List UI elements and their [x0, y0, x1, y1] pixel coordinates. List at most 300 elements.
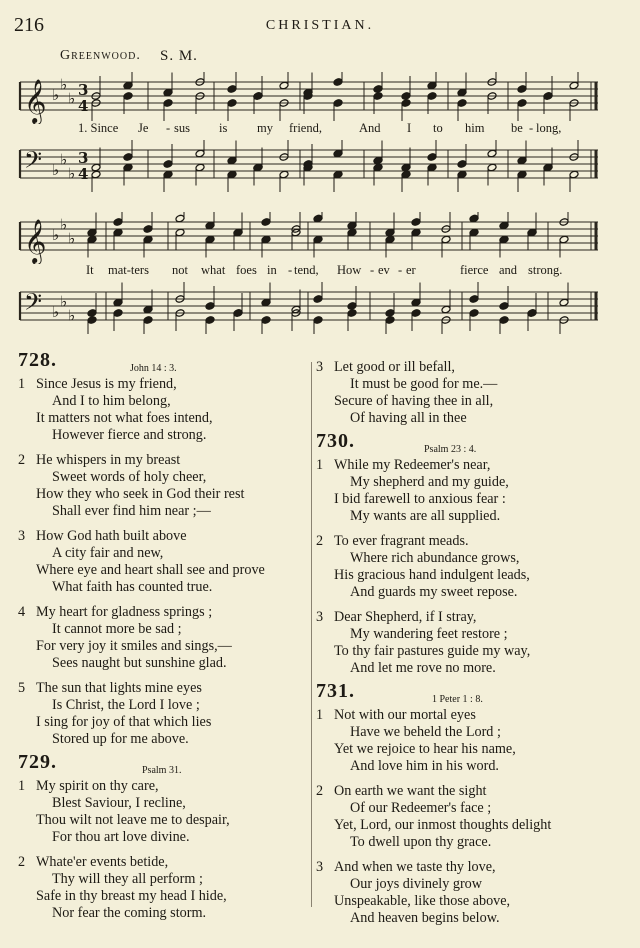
verse-line-text: I sing for joy of that which lies	[36, 714, 212, 730]
note-head	[205, 302, 215, 311]
verse-line-text: To dwell upon thy grace.	[350, 834, 492, 850]
lyric-syllable: sus	[174, 121, 190, 135]
lyric-syllable: ev	[378, 263, 390, 277]
verse-line	[316, 376, 626, 393]
lyric-syllable: strong.	[528, 263, 563, 277]
verse-line	[18, 486, 308, 503]
verse-line	[316, 626, 626, 643]
verse	[316, 533, 626, 601]
verse-line-text: And when we taste thy love,	[334, 859, 496, 875]
verse	[18, 778, 308, 846]
scripture-reference: John 14 : 3.	[130, 363, 177, 374]
verse-line-text: Is Christ, the Lord I love ;	[52, 697, 200, 713]
flat-icon: ♭	[52, 161, 60, 179]
lyric-syllable: in	[267, 263, 277, 277]
note-head	[385, 228, 395, 237]
flat-icon: ♭	[60, 150, 68, 169]
verse-line	[316, 817, 626, 834]
note-head	[373, 85, 383, 94]
verse-line-text: It cannot more be sad ;	[52, 621, 182, 637]
note-head	[91, 163, 101, 172]
hymn-verses	[316, 457, 626, 677]
lyric-syllable: I	[407, 121, 412, 135]
note-head	[261, 218, 271, 227]
verse	[316, 359, 626, 427]
verse-line-text: Have we beheld the Lord ;	[350, 724, 501, 740]
verse-line-text: The sun that lights mine eyes	[36, 680, 202, 696]
note-head	[517, 156, 527, 165]
verse-line	[316, 359, 626, 376]
hymn-verses	[18, 778, 308, 922]
bass-clef-icon: 𝄢	[24, 146, 43, 179]
lyric-syllable: him	[465, 121, 485, 135]
lyric-syllable: -	[166, 121, 171, 135]
verse-line-text: Let good or ill befall,	[334, 359, 455, 375]
verse-line	[18, 778, 308, 795]
lyric-syllable: It	[86, 263, 94, 277]
flat-icon: ♭	[60, 292, 68, 311]
note-head	[441, 305, 451, 314]
flat-icon: ♭	[68, 306, 76, 325]
note-head	[373, 156, 383, 165]
note-head	[385, 309, 395, 318]
verse-line-text: Yet, Lord, our inmost thoughts delight	[334, 817, 552, 833]
verse-line	[18, 579, 308, 596]
verse	[18, 680, 308, 748]
note-head	[347, 302, 357, 311]
verse-number: 2	[18, 452, 26, 468]
left-column	[18, 348, 308, 930]
note-head	[373, 92, 383, 101]
verse-line	[316, 457, 626, 474]
verse-line-text: To thy fair pastures guide my way,	[334, 643, 531, 659]
verse-line-text: While my Redeemer's near,	[334, 457, 491, 473]
verse-line-text: Since Jesus is my friend,	[36, 376, 177, 392]
verse-line	[316, 859, 626, 876]
note-head	[227, 99, 237, 108]
hymn-731	[316, 680, 626, 927]
verse-line	[316, 660, 626, 677]
treble-staff-system-1	[18, 72, 602, 124]
verse-line-text: And love him in his word.	[350, 758, 499, 774]
lyric-syllable: mat-ters	[108, 263, 149, 277]
note-head	[163, 160, 173, 169]
tune-meter: S. M.	[160, 48, 198, 64]
verse-line-text: Sees naught but sunshine glad.	[52, 655, 227, 671]
verse-line-text: Where eye and heart shall see and prove	[36, 562, 265, 578]
note-head	[123, 92, 133, 101]
lyric-syllable: what	[201, 263, 226, 277]
note-head	[227, 85, 237, 94]
verse-line-text: Where rich abundance grows,	[350, 550, 520, 566]
verse-line	[18, 545, 308, 562]
note-head	[543, 92, 553, 101]
verse-line	[18, 829, 308, 846]
verse-line	[18, 854, 308, 871]
note-head	[411, 218, 421, 227]
verse-line-text: Not with our mortal eyes	[334, 707, 476, 723]
verse-line	[316, 508, 626, 525]
verse-line	[18, 469, 308, 486]
note-head	[569, 81, 579, 90]
lyric-syllable: -	[288, 263, 293, 277]
verse-number: 4	[18, 604, 26, 620]
verse-line	[18, 528, 308, 545]
verse-line-text: My wandering feet restore ;	[350, 626, 508, 642]
lyric-syllable: friend,	[289, 121, 322, 135]
treble-clef-icon: 𝄞	[24, 79, 47, 123]
verse-number: 3	[316, 609, 324, 625]
verse-line-text: My shepherd and my guide,	[350, 474, 509, 490]
note-head	[113, 309, 123, 318]
verse-line	[316, 893, 626, 910]
note-head	[411, 298, 421, 307]
hymn-729	[18, 751, 308, 922]
verse-number: 2	[316, 533, 324, 549]
note-head	[333, 78, 343, 87]
note-head	[279, 170, 289, 179]
verse-line-text: On earth we want the sight	[334, 783, 487, 799]
hymn-730	[316, 430, 626, 677]
note-head	[499, 316, 509, 325]
verse	[316, 609, 626, 677]
verse-line	[316, 410, 626, 427]
note-head	[123, 81, 133, 90]
note-head	[227, 170, 237, 179]
note-head	[441, 235, 451, 244]
note-head	[143, 235, 153, 244]
note-head	[233, 228, 243, 237]
note-head	[457, 160, 467, 169]
verse-line	[18, 427, 308, 444]
verse-number: 1	[18, 778, 26, 794]
flat-icon: ♭	[52, 226, 60, 244]
note-head	[517, 85, 527, 94]
scripture-reference: Psalm 31.	[142, 765, 182, 776]
verse-line-text: How God hath built above	[36, 528, 187, 544]
verse-line	[316, 609, 626, 626]
lyric-syllable: long,	[536, 121, 562, 135]
note-head	[261, 235, 271, 244]
lyrics-line-1	[0, 121, 640, 137]
verse-line	[316, 876, 626, 893]
verse-line	[18, 888, 308, 905]
note-head	[205, 235, 215, 244]
verse-line-text: Our joys divinely grow	[350, 876, 483, 892]
note-head	[517, 170, 527, 179]
lyric-syllable: -	[529, 121, 534, 135]
note-head	[87, 235, 97, 244]
verse-number: 2	[316, 783, 324, 799]
verse-line-text: What faith has counted true.	[52, 579, 213, 595]
note-head	[123, 163, 133, 172]
note-head	[113, 298, 123, 307]
lyric-syllable: Je	[138, 121, 149, 135]
verse-line	[18, 905, 308, 922]
verse-line	[18, 621, 308, 638]
verse-line	[316, 724, 626, 741]
note-head	[411, 309, 421, 318]
note-head	[427, 153, 437, 162]
hymn-728	[18, 349, 308, 748]
scripture-reference: 1 Peter 1 : 8.	[432, 694, 483, 705]
verse-line	[18, 680, 308, 697]
verse-line-text: Yet we rejoice to hear his name,	[334, 741, 516, 757]
verse-line	[316, 707, 626, 724]
verse-line	[316, 491, 626, 508]
note-head	[143, 316, 153, 325]
verse-line-text: And let me rove no more.	[350, 660, 496, 676]
note-head	[313, 295, 323, 304]
verse-line	[18, 503, 308, 520]
note-head	[123, 153, 133, 162]
verse-line	[18, 871, 308, 888]
note-head	[175, 214, 185, 223]
note-head	[333, 149, 343, 158]
verse-line-text: Of our Redeemer's face ;	[350, 800, 492, 816]
verse-line-text: It must be good for me.—	[350, 376, 498, 392]
note-head	[401, 170, 411, 179]
note-head	[469, 309, 479, 318]
note-head	[385, 235, 395, 244]
lyric-syllable: -	[398, 263, 403, 277]
lyric-syllable: not	[172, 263, 188, 277]
right-column	[316, 359, 626, 935]
note-head	[313, 214, 323, 223]
bass-staff-system-2	[18, 282, 602, 334]
note-head	[195, 149, 205, 158]
verse	[316, 457, 626, 525]
time-signature-bottom: 4	[78, 97, 89, 115]
hymn-number: 729.	[18, 751, 57, 773]
lyric-syllable: to	[433, 121, 443, 135]
note-head	[527, 228, 537, 237]
note-head	[411, 228, 421, 237]
verse-line	[18, 731, 308, 748]
verse	[18, 854, 308, 922]
note-head	[559, 298, 569, 307]
note-head	[469, 228, 479, 237]
note-head	[469, 214, 479, 223]
note-head	[457, 88, 467, 97]
column-divider	[311, 362, 312, 907]
verse-line	[18, 812, 308, 829]
flat-icon: ♭	[52, 86, 60, 104]
bass-clef-icon: 𝄢	[24, 288, 43, 321]
verse-line-text: Shall ever find him near ;—	[52, 503, 211, 519]
verse-line-text: Safe in thy breast my head I hide,	[36, 888, 227, 904]
verse-line	[18, 604, 308, 621]
note-head	[543, 163, 553, 172]
hymn-number: 730.	[316, 430, 355, 452]
verse-line	[316, 533, 626, 550]
note-head	[401, 163, 411, 172]
flat-icon: ♭	[68, 164, 76, 183]
verse-number: 3	[18, 528, 26, 544]
note-head	[313, 235, 323, 244]
flat-icon: ♭	[60, 215, 68, 234]
note-head	[427, 163, 437, 172]
lyric-syllable: is	[219, 121, 228, 135]
note-head	[163, 170, 173, 179]
note-head	[227, 156, 237, 165]
note-head	[347, 228, 357, 237]
note-head	[87, 228, 97, 237]
verse	[18, 376, 308, 444]
tune-name: Greenwood.	[60, 48, 141, 63]
note-head	[469, 295, 479, 304]
lyric-syllable: be	[511, 121, 523, 135]
verse	[18, 528, 308, 596]
verse-line	[316, 800, 626, 817]
verse-line	[316, 393, 626, 410]
lyric-syllable: and	[499, 263, 518, 277]
hymn-verses-continued	[316, 359, 626, 427]
note-head	[233, 309, 243, 318]
hymn-verses	[316, 707, 626, 927]
note-head	[559, 235, 569, 244]
verse-number: 5	[18, 680, 26, 696]
treble-staff-system-2	[18, 212, 602, 264]
verse-line	[316, 741, 626, 758]
lyric-syllable: And	[359, 121, 381, 135]
verse-line	[18, 376, 308, 393]
verse-line-text: For very joy it smiles and sings,—	[36, 638, 232, 654]
verse-line-text: Whate'er events betide,	[36, 854, 169, 870]
lyric-syllable: -	[370, 263, 375, 277]
note-head	[427, 81, 437, 90]
verse-line	[18, 562, 308, 579]
note-head	[347, 309, 357, 318]
verse-line-text: It matters not what foes intend,	[36, 410, 213, 426]
treble-clef-icon: 𝄞	[24, 219, 47, 263]
hymn-number: 728.	[18, 349, 57, 371]
note-head	[487, 163, 497, 172]
page-number: 216	[14, 14, 44, 36]
note-head	[195, 163, 205, 172]
verse-line	[18, 452, 308, 469]
note-head	[333, 99, 343, 108]
note-head	[499, 221, 509, 230]
verse-line	[316, 758, 626, 775]
note-head	[527, 309, 537, 318]
note-head	[401, 99, 411, 108]
note-head	[113, 228, 123, 237]
note-head	[457, 170, 467, 179]
flat-icon: ♭	[68, 229, 76, 248]
verse-line-text: And heaven begins below.	[350, 910, 500, 926]
note-head	[427, 92, 437, 101]
note-head	[91, 170, 101, 179]
lyric-syllable: foes	[236, 263, 257, 277]
verse-line-text: Unspeakable, like those above,	[334, 893, 511, 909]
note-head	[401, 92, 411, 101]
flat-icon: ♭	[52, 303, 60, 321]
running-head: CHRISTIAN.	[265, 18, 375, 33]
note-head	[163, 99, 173, 108]
verse-line	[316, 643, 626, 660]
flat-icon: ♭	[60, 75, 68, 94]
verse-line-text: Thy will they all perform ;	[52, 871, 203, 887]
note-head	[261, 298, 271, 307]
verse-number: 3	[316, 359, 324, 375]
verse-line-text: He whispers in my breast	[36, 452, 181, 468]
verse-line-text: A city fair and new,	[52, 545, 164, 561]
verse-line	[18, 714, 308, 731]
verse-line-text: However fierce and strong.	[52, 427, 207, 443]
note-head	[313, 316, 323, 325]
hymn-verses	[18, 376, 308, 748]
verse	[316, 859, 626, 927]
verse-line-text: Stored up for me above.	[52, 731, 189, 747]
verse-line-text: Nor fear the coming storm.	[52, 905, 207, 921]
note-head	[113, 218, 123, 227]
verse-line-text: Of having all in thee	[350, 410, 467, 426]
note-head	[261, 316, 271, 325]
verse-line-text: His gracious hand indulgent leads,	[334, 567, 530, 583]
verse-line	[316, 783, 626, 800]
note-head	[175, 228, 185, 237]
note-head	[143, 305, 153, 314]
verse-line-text: My heart for gladness springs ;	[36, 604, 213, 620]
verse-line	[18, 410, 308, 427]
verse-number: 3	[316, 859, 324, 875]
note-head	[163, 88, 173, 97]
hymn-number: 731.	[316, 680, 355, 702]
scripture-reference: Psalm 23 : 4.	[424, 444, 477, 455]
verse-line-text: I bid farewell to anxious fear :	[334, 491, 506, 507]
lyrics-line-2	[0, 263, 640, 279]
verse-line	[316, 550, 626, 567]
verse	[316, 783, 626, 851]
lyric-syllable: How	[337, 263, 362, 277]
verse	[18, 452, 308, 520]
verse-line	[18, 638, 308, 655]
lyric-syllable: 1. Since	[78, 121, 119, 135]
note-head	[279, 81, 289, 90]
time-signature-top: 3	[78, 149, 89, 167]
note-head	[333, 170, 343, 179]
lyric-syllable: tend,	[294, 263, 319, 277]
verse-line-text: My spirit on thy care,	[36, 778, 159, 794]
verse-line	[316, 834, 626, 851]
verse-line-text: Sweet words of holy cheer,	[52, 469, 207, 485]
note-head	[87, 309, 97, 318]
note-head	[457, 99, 467, 108]
verse-line	[316, 910, 626, 927]
note-head	[569, 170, 579, 179]
verse-number: 2	[18, 854, 26, 870]
note-head	[205, 316, 215, 325]
verse-line	[18, 697, 308, 714]
verse-line-text: And guards my sweet repose.	[350, 584, 518, 600]
note-head	[143, 225, 153, 234]
verse-line	[316, 567, 626, 584]
bass-staff-system-1	[18, 140, 602, 192]
verse-line-text: My wants are all supplied.	[350, 508, 501, 524]
lyric-syllable: er	[406, 263, 416, 277]
verse-line-text: To ever fragrant meads.	[334, 533, 469, 549]
note-head	[253, 163, 263, 172]
note-head	[487, 149, 497, 158]
note-head	[499, 235, 509, 244]
verse-line	[18, 393, 308, 410]
note-head	[385, 316, 395, 325]
flat-icon: ♭	[68, 89, 76, 108]
verse-line-text: And I to him belong,	[52, 393, 171, 409]
verse-line-text: Secure of having thee in all,	[334, 393, 494, 409]
verse-line-text: Thou wilt not leave me to despair,	[36, 812, 230, 828]
